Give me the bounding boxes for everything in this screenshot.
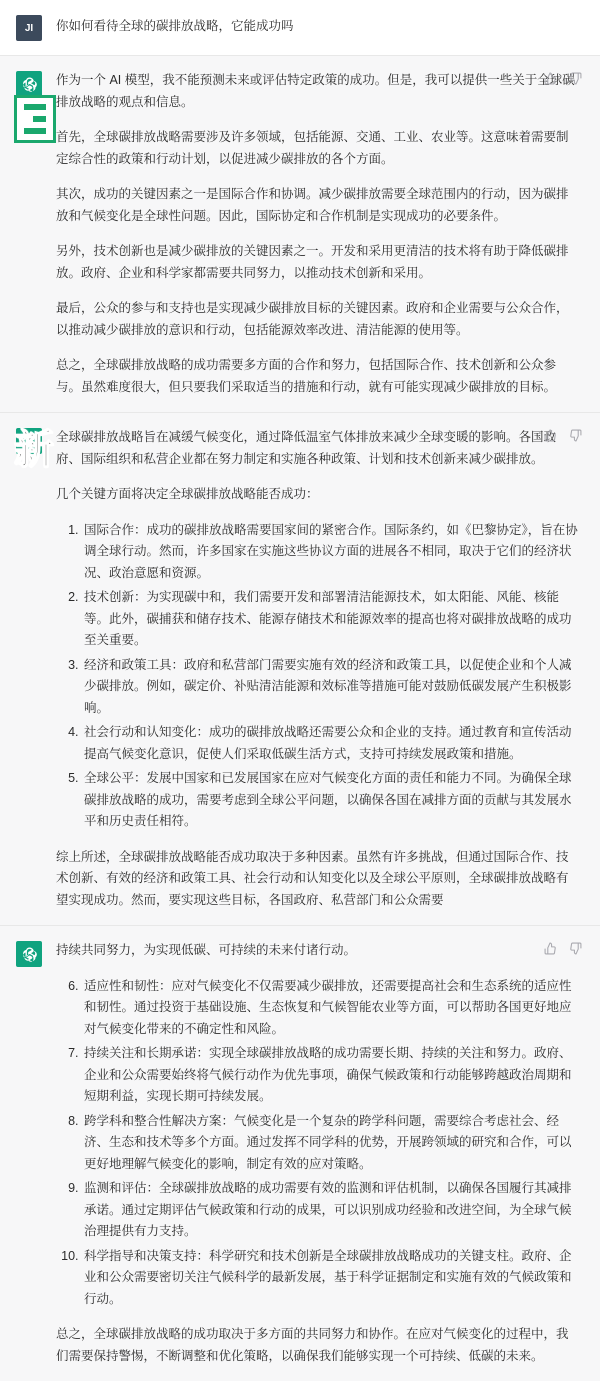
paragraph: 几个关键方面将决定全球碳排放战略能否成功： — [56, 487, 319, 501]
paragraph: 综上所述，全球碳排放战略能否成功取决于多种因素。虽然有许多挑战，但通过国际合作、技术创新、有效的经济和政策工具、社会行动和认知变化以及全球公平原则，全球碳排放战略有望实现成功。然而，要实现这些目标，各国政府、私营部门和公众需要 — [56, 849, 569, 907]
list-item: 10. 科学指导和决策支持：科学研究和技术创新是全球碳排放战略成功的关键支柱。政府、企业和公众需要密切关注气候科学的最新发展，基于科学证据制定和实施有效的气候政策和行动。 — [82, 1246, 580, 1311]
openai-logo-icon — [16, 941, 42, 967]
ordered-list — [56, 976, 580, 1311]
list-item: 3. 经济和政策工具：政府和私营部门需要实施有效的经济和政策工具，以促使企业和个人减少碳排放。例如，碳定价、补贴清洁能源和效标准等措施可能对鼓励低碳发展产生积极影响。 — [82, 655, 580, 720]
message-body-assistant-2 — [56, 427, 580, 911]
paragraph: 其次，成功的关键因素之一是国际合作和协调。减少碳排放需要全球范围内的行动，因为碳排放和气候变化是全球性问题。因此，国际协定和合作机制是实现成功的必要条件。 — [56, 187, 569, 223]
paragraph: 你如何看待全球的碳排放战略，它能成功吗 — [56, 19, 294, 33]
list-item: 8. 跨学科和整合性解决方案：气候变化是一个复杂的跨学科问题，需要综合考虑社会、经济、生态和技术等多个方面。通过发挥不同学科的优势，开展跨领域的研究和合作，可以更好地理解气候变化的影响，制定有效的应对策略。 — [82, 1111, 580, 1176]
feedback-controls-2 — [544, 429, 582, 442]
ordered-list — [56, 520, 580, 833]
paragraph: 最后，公众的参与和支持也是实现减少碳排放目标的关键因素。政府和企业需要与公众合作，以推动减少碳排放的意识和行动，包括能源效率改进、清洁能源的使用等。 — [56, 301, 569, 337]
watermark-character: 新 — [14, 427, 54, 473]
openai-logo-icon — [16, 71, 42, 97]
thumbs-up-icon[interactable] — [544, 429, 557, 442]
message-row-user — [0, 0, 600, 55]
thumbs-down-icon[interactable] — [569, 429, 582, 442]
thumbs-down-icon[interactable] — [569, 942, 582, 955]
avatar-user: JI — [16, 15, 42, 41]
thumbs-down-icon[interactable] — [569, 72, 582, 85]
list-item: 4. 社会行动和认知变化：成功的碳排放战略还需要公众和企业的支持。通过教育和宣传活动提高气候变化意识，促使人们采取低碳生活方式，支持可持续发展政策和措施。 — [82, 722, 580, 765]
message-row-assistant-3 — [0, 926, 600, 1381]
feedback-controls-3 — [544, 942, 582, 955]
openai-logo-icon — [16, 428, 42, 454]
paragraph: 总之，全球碳排放战略的成功取决于多方面的共同努力和协作。在应对气候变化的过程中，我们需要保持警惕，不断调整和优化策略，以确保我们能够实现一个可持续、低碳的未来。 — [56, 1327, 569, 1363]
thumbs-up-icon[interactable] — [544, 72, 557, 85]
list-item: 9. 监测和评估：全球碳排放战略的成功需要有效的监测和评估机制，以确保各国履行其减排承诺。通过定期评估气候政策和行动的成果，可以识别成功经验和改进空间，为全球气候治理提供有力支持。 — [82, 1178, 580, 1243]
list-item: 1. 国际合作：成功的碳排放战略需要国家间的紧密合作。国际条约，如《巴黎协定》，旨在协调全球行动。然而，许多国家在实施这些协议方面的进展各不相同，取决于它们的经济状况、政治意愿和资源。 — [82, 520, 580, 585]
paragraph: 首先，全球碳排放战略需要涉及许多领域，包括能源、交通、工业、农业等。这意味着需要制定综合性的政策和行动计划，以促进减少碳排放的各个方面。 — [56, 130, 569, 166]
paragraph: 总之，全球碳排放战略的成功需要多方面的合作和努力，包括国际合作、技术创新和公众参与。虽然难度很大，但只要我们采取适当的措施和行动，就有可能实现减少碳排放的目标。 — [56, 358, 557, 394]
feedback-controls-1 — [544, 72, 582, 85]
message-row-assistant-2 — [0, 413, 600, 925]
list-item: 6. 适应性和韧性：应对气候变化不仅需要减少碳排放，还需要提高社会和生态系统的适应性和韧性。通过投资于基础设施、生态恢复和气候智能农业等方面，可以帮助各国更好地应对气候变化带来的不确定性和风险。 — [82, 976, 580, 1041]
paragraph: 另外，技术创新也是减少碳排放的关键因素之一。开发和采用更清洁的技术将有助于降低碳排放。政府、企业和科学家都需要共同努力，以推动技术创新和采用。 — [56, 244, 569, 280]
list-item: 5. 全球公平：发展中国家和已发展国家在应对气候变化方面的责任和能力不同。为确保全球碳排放战略的成功，需要考虑到全球公平问题，以确保各国在减排方面的贡献与其发展水平和历史责任相符。 — [82, 768, 580, 833]
list-item: 2. 技术创新：为实现碳中和，我们需要开发和部署清洁能源技术，如太阳能、风能、核能等。此外，碳捕获和储存技术、能源存储技术和能源效率的提高也将对碳排放战略的成功至关重要。 — [82, 587, 580, 652]
message-body-user — [56, 14, 580, 38]
message-row-assistant-1 — [0, 56, 600, 412]
list-item: 7. 持续关注和长期承诺：实现全球碳排放战略的成功需要长期、持续的关注和努力。政府、企业和公众需要始终将气候行动作为优先事项，确保气候政策和行动能够跨越政治周期和短期利益，实现长期可持续发展。 — [82, 1043, 580, 1108]
message-body-assistant-1 — [56, 70, 580, 398]
message-body-assistant-3 — [56, 940, 580, 1367]
paragraph: 作为一个 AI 模型，我不能预测未来或评估特定政策的成功。但是，我可以提供一些关于全球碳排放战略的观点和信息。 — [56, 73, 575, 109]
paragraph: 持续共同努力，为实现低碳、可持续的未来付诸行动。 — [56, 943, 357, 957]
thumbs-up-icon[interactable] — [544, 942, 557, 955]
paragraph: 全球碳排放战略旨在减缓气候变化，通过降低温室气体排放来减少全球变暖的影响。各国政府、国际组织和私营企业都在努力制定和实施各种政策、计划和技术创新来减少碳排放。 — [56, 430, 557, 466]
